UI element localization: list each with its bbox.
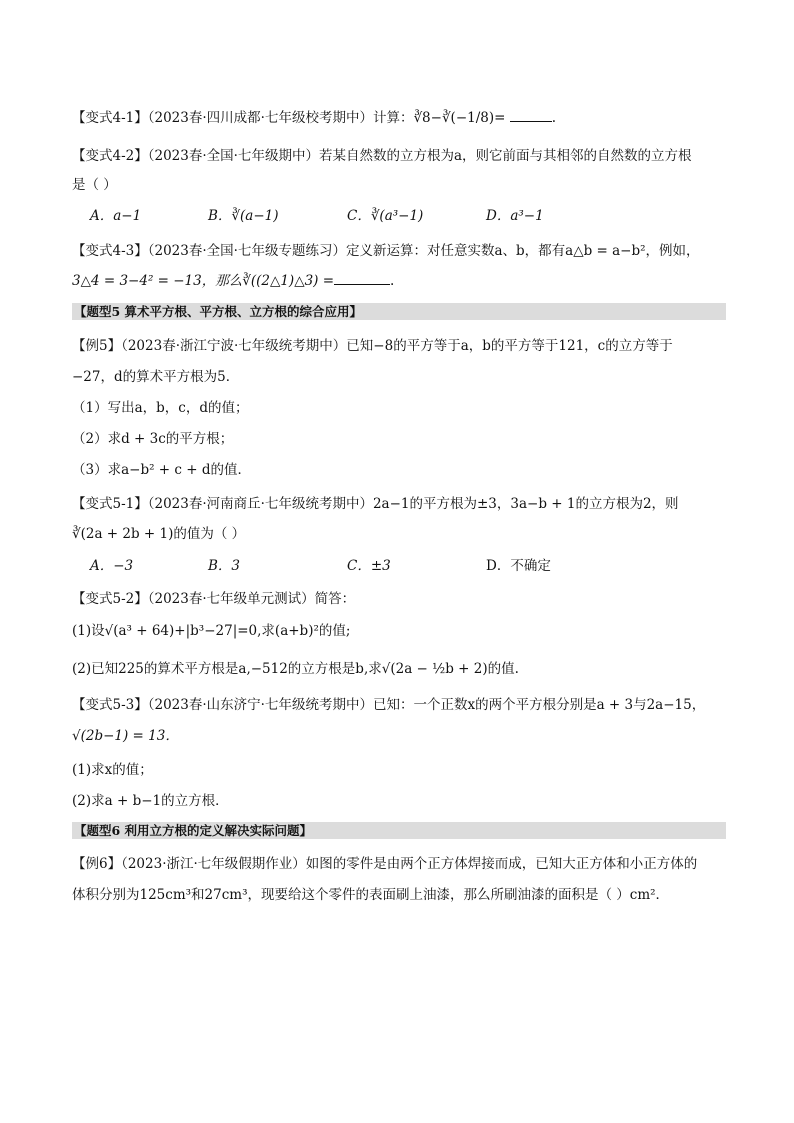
answer-blank	[334, 270, 390, 285]
option-a: A．a−1	[90, 208, 142, 224]
sub-question-1: (1)设√(a³ + 64)+|b³−27|=0,求(a+b)²的值;	[72, 623, 351, 639]
example-5	[72, 336, 734, 356]
section-heading-6: 【题型6 利用立方根的定义解决实际问题】	[72, 822, 726, 839]
variant-4-3-cont: 3△4 = 3−4² = −13，那么∛((2△1)△3) = .	[72, 270, 734, 291]
section-heading-5: 【题型5 算术平方根、平方根、立方根的综合应用】	[72, 303, 726, 320]
option-b: B．∛(a−1)	[208, 208, 279, 224]
source-note: （2023春·河南商丘·七年级统考期中）	[147, 496, 373, 512]
question-stem-cont: √(2b−1) = 13．	[72, 728, 179, 744]
variant-tag: 【变式4-1】	[72, 110, 148, 126]
variant-4-3	[72, 241, 734, 261]
question-stem-cont: 体积分别为125cm³和27cm³，现要给这个零件的表面刷上油漆，那么所刷油漆的面积是（ ）cm²．	[72, 887, 670, 903]
variant-4-1: 【变式4-1】（2023春·四川成都·七年级校考期中）计算：∛8−∛(−1/8)= .	[72, 107, 734, 128]
question-stem: 已知−8的平方等于a，b的平方等于121，c的立方等于	[346, 338, 673, 354]
question-stem: 定义新运算：对任意实数a、b，都有a△b = a−b²，例如，	[345, 243, 700, 259]
example-tag: 【例6】	[72, 856, 122, 872]
sub-question-2: (2)已知225的算术平方根是a,−512的立方根是b,求√(2a − ½b + 2)的值.	[72, 661, 519, 677]
question-stem: 计算：∛8−∛(−1/8)=	[372, 110, 506, 126]
variant-5-1	[72, 494, 734, 514]
source-note: （2023春·浙江宁波·七年级统考期中）	[121, 338, 347, 354]
question-stem: 若某自然数的立方根为a，则它前面与其相邻的自然数的立方根	[318, 148, 692, 164]
variant-tag: 【变式4-3】	[72, 243, 148, 259]
question-stem-cont: −27，d的算术平方根为5．	[72, 369, 240, 385]
source-note: （2023·浙江·七年级假期作业）	[121, 856, 306, 872]
variant-5-3	[72, 695, 734, 715]
source-note: （2023春·山东济宁·七年级统考期中）	[147, 697, 373, 713]
option-b: B．3	[208, 558, 241, 574]
sub-question-3: （3）求a−b² + c + d的值．	[72, 462, 251, 478]
sub-question-1: （1）写出a，b，c，d的值；	[72, 400, 249, 416]
example-6	[72, 854, 734, 874]
option-c: C．±3	[347, 558, 391, 574]
source-note: （2023春·全国·七年级专题练习）	[147, 243, 346, 259]
question-stem: 2a−1的平方根为±3，3a−b + 1的立方根为2，则	[372, 496, 679, 512]
sub-question-2: （2）求d + 3c的平方根；	[72, 431, 234, 447]
question-stem-cont: 3△4 = 3−4² = −13，那么∛((2△1)△3) =	[72, 273, 335, 289]
answer-blank	[510, 107, 552, 122]
source-note: （2023春·四川成都·七年级校考期中）	[147, 110, 373, 126]
variant-tag: 【变式5-2】	[72, 591, 148, 607]
sub-question-1: (1)求x的值；	[72, 762, 153, 778]
source-note: （2023春·七年级单元测试）	[147, 591, 315, 607]
question-stem: 简答：	[314, 591, 356, 607]
option-d: D．a³−1	[486, 208, 544, 224]
variant-tag: 【变式5-3】	[72, 697, 148, 713]
option-c: C．∛(a³−1)	[347, 208, 424, 224]
variant-tag: 【变式5-1】	[72, 496, 148, 512]
option-a: A．−3	[90, 558, 134, 574]
variant-5-2	[72, 589, 734, 609]
question-stem-cont: ∛(2a + 2b + 1)的值为（ ）	[72, 526, 246, 542]
variant-4-2	[72, 146, 734, 166]
source-note: （2023春·全国·七年级期中）	[147, 148, 319, 164]
question-stem-cont: 是（ ）	[72, 177, 117, 193]
question-stem: 如图的零件是由两个正方体焊接而成，已知大正方体和小正方体的	[305, 856, 698, 872]
question-stem: 已知：一个正数x的两个平方根分别是a + 3与2a−15，	[372, 697, 706, 713]
sub-question-2: (2)求a + b−1的立方根．	[72, 793, 229, 809]
variant-tag: 【变式4-2】	[72, 148, 148, 164]
option-d: D．不确定	[486, 558, 551, 574]
example-tag: 【例5】	[72, 338, 122, 354]
